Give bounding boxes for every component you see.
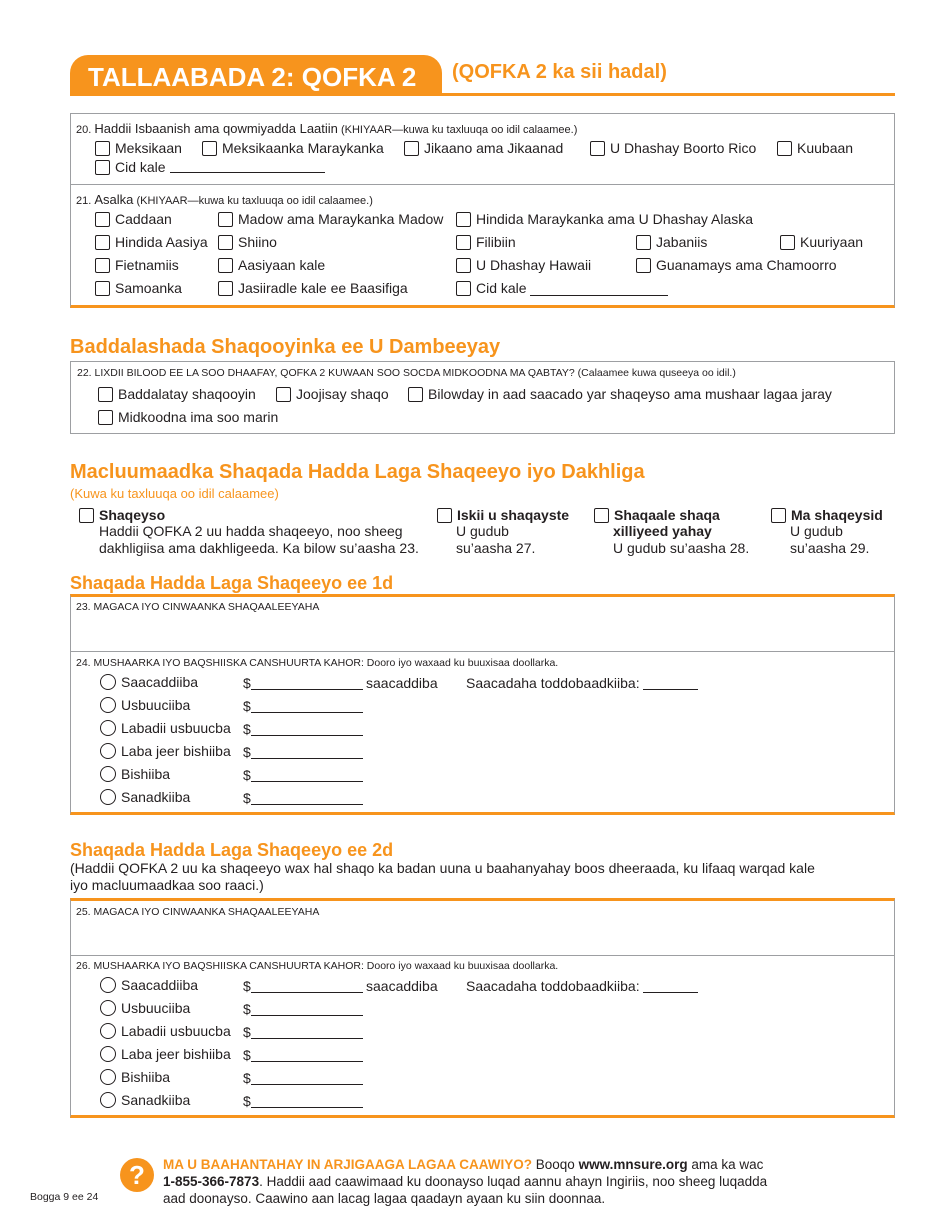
checkbox[interactable]: [456, 235, 471, 250]
q21-option-fietnamiis[interactable]: Fietnamiis: [95, 257, 179, 273]
q20-label: 20. Haddii Isbaanish ama qowmiyadda Laatiin (KHIYAAR—kuwa ku taxluuqa oo idil calaamee.): [76, 121, 578, 136]
job1-amount-yearly[interactable]: [251, 792, 363, 805]
radio[interactable]: [100, 674, 116, 690]
job1-amount-hourly[interactable]: [251, 677, 363, 690]
q21-option-guanamays[interactable]: Guanamays ama Chamoorro: [636, 257, 837, 273]
job1-freq-weekly[interactable]: Usbuuciiba: [100, 697, 190, 713]
job1-dollar-weekly: $: [243, 698, 363, 714]
q22-option-bilowday[interactable]: Bilowday in aad saacado yar shaqeyso ama mushaar lagaa jaray: [408, 386, 832, 402]
employment-option-shaqeyso[interactable]: Shaqeyso: [79, 507, 165, 523]
page-number: Bogga 9 ee 24: [30, 1191, 99, 1203]
checkbox[interactable]: [276, 387, 291, 402]
job2-amount-yearly[interactable]: [251, 1095, 363, 1108]
job2-note: (Haddii QOFKA 2 uu ka shaqeeyo wax hal shaqo ka badan uuna u baahanyahay boos dheeraada, ku lifaaq warqad kale iyo macluumaadkaa soo raaci.): [70, 860, 815, 893]
job1-dollar-semimonthly: $: [243, 744, 363, 760]
radio[interactable]: [100, 1000, 116, 1016]
q21-option-hawaii[interactable]: U Dhashay Hawaii: [456, 257, 591, 273]
checkbox[interactable]: [408, 387, 423, 402]
radio[interactable]: [100, 697, 116, 713]
job1-amount-monthly[interactable]: [251, 769, 363, 782]
job1-freq-monthly[interactable]: Bishiiba: [100, 766, 170, 782]
checkbox[interactable]: [218, 258, 233, 273]
job2-dollar-biweekly: $: [243, 1024, 363, 1040]
checkbox[interactable]: [218, 235, 233, 250]
employment-subtitle: (Kuwa ku taxluuqa oo idil calaamee): [70, 486, 279, 501]
checkbox[interactable]: [590, 141, 605, 156]
q21-option-jabaniis[interactable]: Jabaniis: [636, 234, 707, 250]
q21-option-aasiyaan-kale[interactable]: Aasiyaan kale: [218, 257, 325, 273]
q22-option-baddalatay[interactable]: Baddalatay shaqooyin: [98, 386, 256, 402]
job2-freq-monthly[interactable]: Bishiiba: [100, 1069, 170, 1085]
checkbox[interactable]: [95, 258, 110, 273]
job2-dollar-monthly: $: [243, 1070, 363, 1086]
radio[interactable]: [100, 766, 116, 782]
checkbox[interactable]: [95, 235, 110, 250]
q20-other-field[interactable]: [170, 160, 325, 173]
checkbox[interactable]: [636, 258, 651, 273]
checkbox[interactable]: [218, 212, 233, 227]
job2-freq-yearly[interactable]: Sanadkiiba: [100, 1092, 190, 1108]
help-phone: 1-855-366-7873: [163, 1174, 260, 1189]
checkbox[interactable]: [437, 508, 452, 523]
employment-option-iskii-shaqayste[interactable]: Iskii u shaqayste: [437, 507, 569, 523]
job2-dollar-yearly: $: [243, 1093, 363, 1109]
checkbox[interactable]: [202, 141, 217, 156]
q25-field[interactable]: [72, 919, 892, 954]
q23-label: 23. MAGACA IYO CINWAANKA SHAQAALEEYAHA: [76, 601, 320, 613]
job1-title: Shaqada Hadda Laga Shaqeeyo ee 1d: [70, 573, 394, 593]
q21-option-jasiiradle[interactable]: Jasiiradle kale ee Baasifiga: [218, 280, 408, 296]
employment-option-xilliyeed-desc: xilliyeed yahay U gudub su’aasha 28.: [613, 523, 750, 556]
employment-option-ma-shaqeysid-desc: U gudub su’aasha 29.: [790, 523, 870, 556]
job2-amount-weekly[interactable]: [251, 1003, 363, 1016]
q21-option-caddaan[interactable]: Caddaan: [95, 211, 172, 227]
q20-option-meksikaan[interactable]: Meksikaan: [95, 140, 182, 156]
q25-q26-divider: [70, 955, 895, 956]
job-changes-title: Baddalashada Shaqooyinka ee U Dambeeyay: [70, 336, 501, 358]
q20-option-jikaano[interactable]: Jikaano ama Jikaanad: [404, 140, 563, 156]
checkbox[interactable]: [98, 387, 113, 402]
q21-option-hindida-maraykanka[interactable]: Hindida Maraykanka ama U Dhashay Alaska: [456, 211, 753, 227]
q23-q24-divider: [70, 651, 895, 652]
radio[interactable]: [100, 743, 116, 759]
job1-freq-biweekly[interactable]: Labadii usbuucba: [100, 720, 231, 736]
mnsure-link[interactable]: www.mnsure.org: [578, 1157, 688, 1172]
job1-hours-week: Saacadaha toddobaadkiiba:: [466, 675, 698, 691]
job1-freq-semimonthly[interactable]: Laba jeer bishiiba: [100, 743, 231, 759]
checkbox[interactable]: [218, 281, 233, 296]
q20-option-meksikaanka-maraykanka[interactable]: Meksikaanka Maraykanka: [202, 140, 384, 156]
checkbox[interactable]: [79, 508, 94, 523]
help-question-icon: ?: [120, 1158, 154, 1192]
checkbox[interactable]: [95, 160, 110, 175]
q20-q21-divider: [70, 184, 895, 185]
job2-amount-biweekly[interactable]: [251, 1026, 363, 1039]
job1-per-hour-label: saacaddiba: [366, 675, 438, 691]
step-subtitle: (QOFKA 2 ka sii hadal): [452, 61, 667, 83]
q20-option-boorto-rico[interactable]: U Dhashay Boorto Rico: [590, 140, 756, 156]
checkbox[interactable]: [98, 410, 113, 425]
job2-title: Shaqada Hadda Laga Shaqeeyo ee 2d: [70, 840, 394, 860]
job1-freq-hourly[interactable]: Saacaddiiba: [100, 674, 198, 690]
employment-option-shaqeyso-desc: Haddii QOFKA 2 uu hadda shaqeeyo, noo sheeg dakhligiisa ama dakhligeeda. Ka bilow su’aasha 23.: [99, 523, 419, 556]
q26-label: 26. MUSHAARKA IYO BAQSHIISKA CANSHUURTA KAHOR: Dooro iyo waxaad ku buuxisaa doollarka.: [76, 960, 559, 972]
radio[interactable]: [100, 977, 116, 993]
help-text: MA U BAAHANTAHAY IN ARJIGAAGA LAGAA CAAWIYO? Booqo www.mnsure.org ama ka wac 1-855-366-7873. Haddii aad caawimaad ku doonayso luqad aannu ahayn Ingiriis, noo sheeg luqadda aad doonayso. Caawino aan lacag lagaa qaadayn ayaan ku siin doonnaa.: [163, 1157, 768, 1206]
job2-freq-hourly[interactable]: Saacaddiiba: [100, 977, 198, 993]
q21-option-filibiin[interactable]: Filibiin: [456, 234, 516, 250]
checkbox[interactable]: [636, 235, 651, 250]
header-rule: [70, 93, 895, 96]
radio[interactable]: [100, 1046, 116, 1062]
job2-dollar-hourly: $: [243, 978, 363, 994]
employment-option-ma-shaqeysid[interactable]: Ma shaqeysid: [771, 507, 883, 523]
job1-amount-semimonthly[interactable]: [251, 746, 363, 759]
q20-option-kuubaan[interactable]: Kuubaan: [777, 140, 853, 156]
job2-amount-monthly[interactable]: [251, 1072, 363, 1085]
job1-dollar-biweekly: $: [243, 721, 363, 737]
q21-label: 21. Asalka (KHIYAAR—kuwa ku taxluuqa oo idil calaamee.): [76, 192, 373, 207]
job2-amount-semimonthly[interactable]: [251, 1049, 363, 1062]
job2-dollar-semimonthly: $: [243, 1047, 363, 1063]
job2-per-hour-label: saacaddiba: [366, 978, 438, 994]
q21-option-madow[interactable]: Madow ama Maraykanka Madow: [218, 211, 443, 227]
q22-option-joojisay[interactable]: Joojisay shaqo: [276, 386, 389, 402]
q21-option-kuuriyaan[interactable]: Kuuriyaan: [780, 234, 863, 250]
job2-hours-week-field[interactable]: [643, 980, 698, 993]
q22-option-midkoodna[interactable]: Midkoodna ima soo marin: [98, 409, 278, 425]
checkbox[interactable]: [95, 281, 110, 296]
job2-freq-semimonthly[interactable]: Laba jeer bishiiba: [100, 1046, 231, 1062]
job1-amount-biweekly[interactable]: [251, 723, 363, 736]
q23-field[interactable]: [72, 614, 892, 650]
job2-freq-biweekly[interactable]: Labadii usbuucba: [100, 1023, 231, 1039]
job1-dollar-monthly: $: [243, 767, 363, 783]
q20-option-cid-kale[interactable]: Cid kale: [95, 159, 166, 175]
job1-hours-week-field[interactable]: [643, 677, 698, 690]
checkbox[interactable]: [404, 141, 419, 156]
q21-option-samoanka[interactable]: Samoanka: [95, 280, 182, 296]
checkbox[interactable]: [95, 212, 110, 227]
job2-hours-week: Saacadaha toddobaadkiiba:: [466, 978, 698, 994]
q21-option-shiino[interactable]: Shiino: [218, 234, 277, 250]
q21-option-hindida-aasiya[interactable]: Hindida Aasiya: [95, 234, 208, 250]
job1-dollar-yearly: $: [243, 790, 363, 806]
employment-title: Macluumaadka Shaqada Hadda Laga Shaqeeyo iyo Dakhliga: [70, 461, 645, 483]
job1-freq-yearly[interactable]: Sanadkiiba: [100, 789, 190, 805]
radio[interactable]: [100, 1092, 116, 1108]
radio[interactable]: [100, 720, 116, 736]
q25-label: 25. MAGACA IYO CINWAANKA SHAQAALEEYAHA: [76, 906, 320, 918]
job2-freq-weekly[interactable]: Usbuuciiba: [100, 1000, 190, 1016]
job2-amount-hourly[interactable]: [251, 980, 363, 993]
radio[interactable]: [100, 789, 116, 805]
step-title: TALLAABADA 2: QOFKA 2: [70, 55, 442, 95]
employment-option-shaqaale-xilliyeed[interactable]: Shaqaale shaqa: [594, 507, 720, 523]
q21-other-field[interactable]: [530, 283, 668, 296]
job1-dollar-hourly: $: [243, 675, 363, 691]
checkbox[interactable]: [777, 141, 792, 156]
q22-label: 22. LIXDII BILOOD EE LA SOO DHAAFAY, QOFKA 2 KUWAAN SOO SOCDA MIDKOODNA MA QABTAY? (Calaamee kuwa quseeya oo idil.): [77, 367, 736, 379]
checkbox[interactable]: [771, 508, 786, 523]
checkbox[interactable]: [456, 258, 471, 273]
checkbox[interactable]: [456, 281, 471, 296]
checkbox[interactable]: [95, 141, 110, 156]
checkbox[interactable]: [594, 508, 609, 523]
employment-option-iskii-desc: U gudub su’aasha 27.: [456, 523, 536, 556]
job1-amount-weekly[interactable]: [251, 700, 363, 713]
q24-label: 24. MUSHAARKA IYO BAQSHIISKA CANSHUURTA KAHOR: Dooro iyo waxaad ku buuxisaa doollarka.: [76, 657, 559, 669]
checkbox[interactable]: [780, 235, 795, 250]
q21-option-cid-kale[interactable]: Cid kale: [456, 280, 527, 296]
radio[interactable]: [100, 1023, 116, 1039]
job2-dollar-weekly: $: [243, 1001, 363, 1017]
checkbox[interactable]: [456, 212, 471, 227]
radio[interactable]: [100, 1069, 116, 1085]
